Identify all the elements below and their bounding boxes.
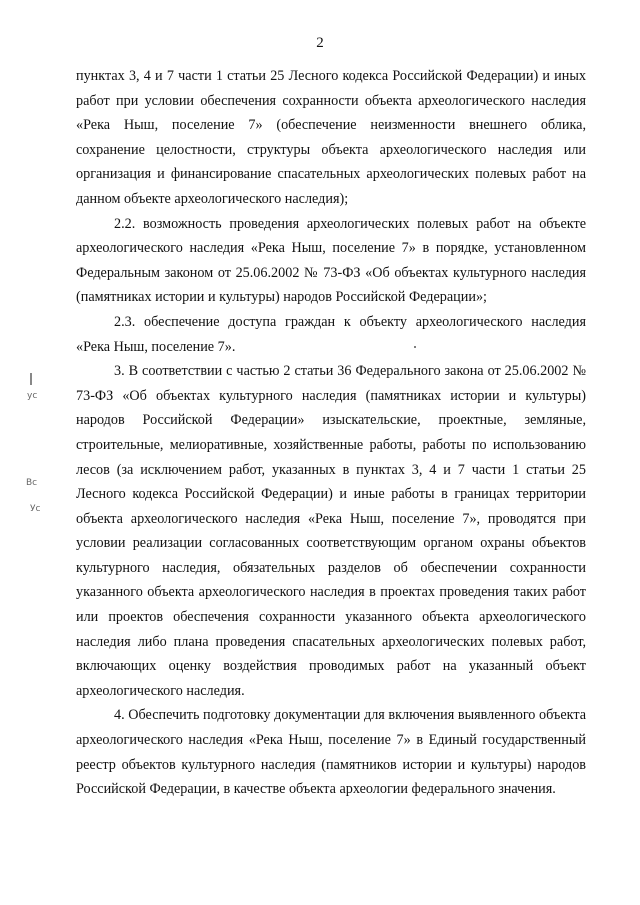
margin-handwritten-note: Вс bbox=[26, 478, 38, 488]
margin-stroke-mark bbox=[30, 373, 32, 385]
document-body bbox=[76, 64, 586, 802]
paragraph-item-2-2: 2.2. возможность проведения археологических полевых работ на объекте археологического наследия «Река Ныш, поселение 7» в порядке, установленном Федеральным законом от 25.06.2002 № 73-ФЗ «Об объектах культурного наследия (памятниках истории и культуры) народов Российской Федерации»; bbox=[76, 215, 586, 306]
page-number: 2 bbox=[316, 35, 324, 51]
margin-handwritten-note: ус bbox=[27, 391, 38, 401]
paragraph-continuation: пунктах 3, 4 и 7 части 1 статьи 25 Лесного кодекса Российской Федерации) и иных работ при условии обеспечения сохранности объекта археологического наследия «Река Ныш, поселение 7» (обеспечение неизменности внешнего облика, сохранение целостности, структуры объекта археологического наследия или организация и финансирование спасательных археологических полевых работ на данном объекте археологического наследия); bbox=[76, 68, 586, 207]
paragraph-item-2-3: 2.3. обеспечение доступа граждан к объекту археологического наследия «Река Ныш, поселение 7». bbox=[76, 313, 586, 355]
margin-handwritten-note: Ус bbox=[30, 504, 41, 514]
paragraph-item-4: 4. Обеспечить подготовку документации для включения выявленного объекта археологического наследия «Река Ныш, поселение 7» в Единый государственный реестр объектов культурного наследия (памятников истории и культуры) народов Российской Федерации, в качестве объекта археологии федерального значения. bbox=[76, 707, 586, 798]
paragraph-item-3: 3. В соответствии с частью 2 статьи 36 Федерального закона от 25.06.2002 № 73-ФЗ «Об объектах культурного наследия (памятниках истории и культуры) народов Российской Федерации» изыскательские, проектные, земляные, строительные, мелиоративные, хозяйственные работы, работы по использованию лесов (за исключением работ, указанных в пунктах 3, 4 и 7 части 1 статьи 25 Лесного кодекса Российской Федерации) и иные работы в границах территории объекта археологического наследия «Река Ныш, поселение 7», проводятся при условии реализации согласованных соответствующим органом охраны объектов культурного наследия, обязательных разделов об обеспечении сохранности указанного объекта археологического наследия в проектах проведения таких работ или проектов обеспечения сохранности указанного объекта археологического наследия либо плана проведения спасательных археологических полевых работ, включающих оценку воздействия проводимых работ на указанный объект археологического наследия. bbox=[76, 363, 586, 699]
